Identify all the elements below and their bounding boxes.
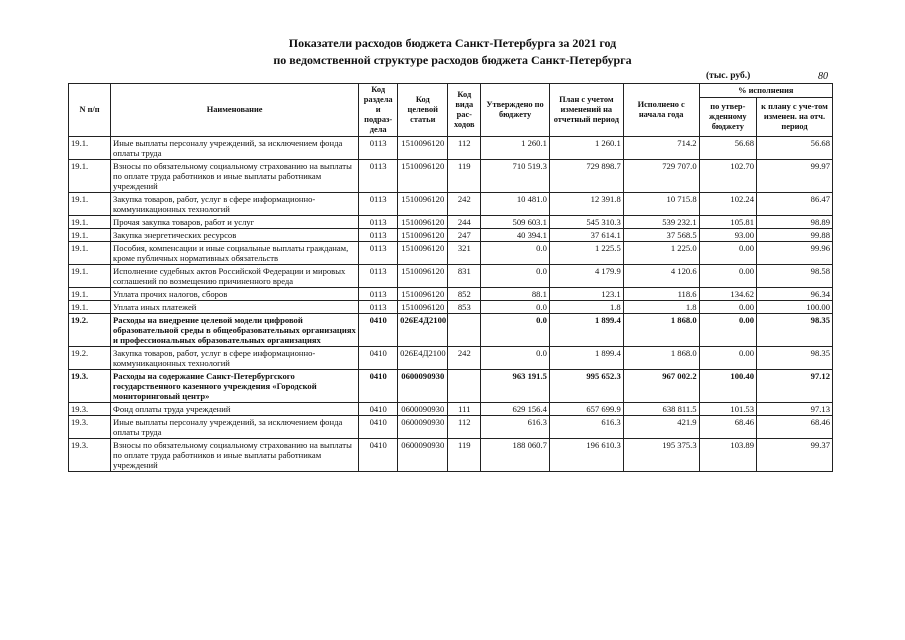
header-pct-group: % исполнения [699,84,832,98]
row-pct-plan: 100.00 [757,301,833,314]
row-statia: 026Е4Д2100 [398,314,448,347]
row-name: Закупка товаров, работ, услуг в сфере информационно-коммуникационных технологий [111,193,359,216]
row-statia: 1510096120 [398,242,448,265]
row-vid: 112 [448,416,481,439]
row-name: Иные выплаты персоналу учреждений, за исключением фонда оплаты труда [111,137,359,160]
row-isp: 1 225.0 [623,242,699,265]
row-vid: 853 [448,301,481,314]
header-vid: Код вида рас-ходов [448,84,481,137]
row-num: 19.3. [69,403,111,416]
units-label: (тыс. руб.) [706,71,751,81]
row-num: 19.1. [69,216,111,229]
row-name: Прочая закупка товаров, работ и услуг [111,216,359,229]
row-pct-utv: 68.46 [699,416,756,439]
row-razdel: 0113 [359,242,398,265]
row-isp: 421.9 [623,416,699,439]
row-isp: 37 568.5 [623,229,699,242]
row-vid: 247 [448,229,481,242]
row-num: 19.2. [69,314,111,347]
row-pct-utv: 134.62 [699,288,756,301]
row-utv: 963 191.5 [481,370,550,403]
table-row [69,229,833,242]
row-name: Иные выплаты персоналу учреждений, за исключением фонда оплаты труда [111,416,359,439]
row-utv: 0.0 [481,242,550,265]
row-name: Уплата иных платежей [111,301,359,314]
table-row [69,137,833,160]
row-name: Уплата прочих налогов, сборов [111,288,359,301]
row-pct-utv: 0.00 [699,265,756,288]
row-pct-utv: 102.24 [699,193,756,216]
table-row [69,370,833,403]
row-razdel: 0113 [359,301,398,314]
row-razdel: 0113 [359,265,398,288]
row-vid: 112 [448,137,481,160]
page-number: 80 [818,71,828,82]
row-pct-utv: 0.00 [699,242,756,265]
row-name: Закупка товаров, работ, услуг в сфере информационно-коммуникационных технологий [111,347,359,370]
row-pct-utv: 0.00 [699,314,756,347]
row-name: Фонд оплаты труда учреждений [111,403,359,416]
document-title: Показатели расходов бюджета Санкт-Петербурга за 2021 год [288,36,617,50]
row-utv: 0.0 [481,347,550,370]
row-razdel: 0113 [359,216,398,229]
row-isp: 729 707.0 [623,160,699,193]
row-statia: 1510096120 [398,265,448,288]
row-num: 19.1. [69,160,111,193]
row-plan: 1 899.4 [549,314,623,347]
table-row [69,403,833,416]
row-vid: 831 [448,265,481,288]
row-pct-plan: 68.46 [757,416,833,439]
row-vid [448,370,481,403]
row-pct-plan: 98.89 [757,216,833,229]
row-pct-plan: 99.37 [757,439,833,472]
row-plan: 37 614.1 [549,229,623,242]
row-num: 19.3. [69,416,111,439]
row-vid: 119 [448,160,481,193]
header-pct-plan: к плану с уче-том изменен. на отч. период [757,98,833,137]
row-plan: 123.1 [549,288,623,301]
row-statia: 0600090930 [398,439,448,472]
row-isp: 1 868.0 [623,347,699,370]
row-plan: 12 391.8 [549,193,623,216]
row-plan: 657 699.9 [549,403,623,416]
row-isp: 638 811.5 [623,403,699,416]
row-plan: 1.8 [549,301,623,314]
row-isp: 714.2 [623,137,699,160]
row-razdel: 0410 [359,439,398,472]
row-pct-utv: 105.81 [699,216,756,229]
row-name: Исполнение судебных актов Российской Федерации и мировых соглашений по возмещению причиненного вреда [111,265,359,288]
row-utv: 0.0 [481,265,550,288]
table-row [69,242,833,265]
row-pct-plan: 56.68 [757,137,833,160]
table-row [69,265,833,288]
table-row [69,288,833,301]
row-statia: 0600090930 [398,403,448,416]
header-razdel: Код раздела и подраз-дела [359,84,398,137]
row-pct-utv: 0.00 [699,347,756,370]
row-razdel: 0113 [359,193,398,216]
row-statia: 1510096120 [398,216,448,229]
row-pct-utv: 56.68 [699,137,756,160]
row-pct-plan: 98.35 [757,347,833,370]
row-num: 19.1. [69,301,111,314]
row-razdel: 0410 [359,403,398,416]
header-plan: План с учетом изменений на отчетный период [549,84,623,137]
header-utv: Утверждено по бюджету [481,84,550,137]
row-isp: 539 232.1 [623,216,699,229]
table-body [69,137,833,472]
row-utv: 0.0 [481,314,550,347]
row-pct-plan: 86.47 [757,193,833,216]
row-utv: 1 260.1 [481,137,550,160]
row-plan: 4 179.9 [549,265,623,288]
table-row [69,216,833,229]
row-name: Расходы на внедрение целевой модели цифровой образовательной среды в общеобразовательных организациях и профессиональных образовательных организациях [111,314,359,347]
row-plan: 1 225.5 [549,242,623,265]
row-statia: 1510096120 [398,193,448,216]
row-pct-utv: 100.40 [699,370,756,403]
table-row [69,314,833,347]
header-isp: Исполнено с начала года [623,84,699,137]
row-pct-plan: 98.35 [757,314,833,347]
row-plan: 729 898.7 [549,160,623,193]
row-statia: 0600090930 [398,416,448,439]
table-row [69,193,833,216]
header-num: N п/п [69,84,111,137]
row-vid: 321 [448,242,481,265]
document-subtitle: по ведомственной структуре расходов бюджета Санкт-Петербурга [273,53,632,67]
header-statia: Код целевой статьи [398,84,448,137]
row-num: 19.1. [69,288,111,301]
header-pct-utv: по утвер-жденному бюджету [699,98,756,137]
row-statia: 1510096120 [398,301,448,314]
row-plan: 545 310.3 [549,216,623,229]
row-utv: 509 603.1 [481,216,550,229]
row-razdel: 0113 [359,160,398,193]
row-pct-plan: 97.12 [757,370,833,403]
row-plan: 616.3 [549,416,623,439]
row-vid: 119 [448,439,481,472]
row-pct-utv: 93.00 [699,229,756,242]
table-row [69,439,833,472]
row-razdel: 0113 [359,137,398,160]
row-utv: 188 060.7 [481,439,550,472]
row-statia: 1510096120 [398,229,448,242]
row-pct-plan: 99.96 [757,242,833,265]
row-vid: 242 [448,193,481,216]
row-statia: 1510096120 [398,137,448,160]
row-name: Расходы на содержание Санкт-Петербургского государственного казенного учреждения «Городской мониторинговый центр» [111,370,359,403]
row-vid: 242 [448,347,481,370]
row-razdel: 0410 [359,416,398,439]
row-utv: 629 156.4 [481,403,550,416]
row-num: 19.1. [69,229,111,242]
row-utv: 616.3 [481,416,550,439]
row-num: 19.1. [69,137,111,160]
table-row [69,301,833,314]
row-name: Взносы по обязательному социальному страхованию на выплаты по оплате труда работников и иные выплаты работникам учреждений [111,160,359,193]
row-pct-plan: 99.97 [757,160,833,193]
row-statia: 1510096120 [398,288,448,301]
row-pct-utv: 102.70 [699,160,756,193]
row-pct-utv: 0.00 [699,301,756,314]
row-vid: 852 [448,288,481,301]
table-row [69,416,833,439]
row-razdel: 0410 [359,370,398,403]
row-isp: 118.6 [623,288,699,301]
row-statia: 1510096120 [398,160,448,193]
row-plan: 1 260.1 [549,137,623,160]
row-vid [448,314,481,347]
row-isp: 1.8 [623,301,699,314]
row-isp: 967 002.2 [623,370,699,403]
table-row [69,160,833,193]
row-razdel: 0410 [359,314,398,347]
row-pct-plan: 97.13 [757,403,833,416]
row-plan: 196 610.3 [549,439,623,472]
row-num: 19.1. [69,193,111,216]
row-utv: 10 481.0 [481,193,550,216]
row-pct-plan: 98.58 [757,265,833,288]
table-row [69,347,833,370]
row-razdel: 0410 [359,347,398,370]
row-plan: 1 899.4 [549,347,623,370]
row-num: 19.2. [69,347,111,370]
row-name: Закупка энергетических ресурсов [111,229,359,242]
row-statia: 026Е4Д2100 [398,347,448,370]
row-pct-utv: 103.89 [699,439,756,472]
row-isp: 195 375.3 [623,439,699,472]
row-num: 19.1. [69,265,111,288]
row-statia: 0600090930 [398,370,448,403]
row-isp: 10 715.8 [623,193,699,216]
row-vid: 244 [448,216,481,229]
row-num: 19.3. [69,439,111,472]
row-utv: 0.0 [481,301,550,314]
row-razdel: 0113 [359,229,398,242]
row-pct-plan: 99.88 [757,229,833,242]
row-vid: 111 [448,403,481,416]
row-utv: 40 394.1 [481,229,550,242]
row-utv: 88.1 [481,288,550,301]
row-num: 19.1. [69,242,111,265]
row-razdel: 0113 [359,288,398,301]
row-num: 19.3. [69,370,111,403]
header-name: Наименование [111,84,359,137]
row-isp: 1 868.0 [623,314,699,347]
row-name: Взносы по обязательному социальному страхованию на выплаты по оплате труда работников и иные выплаты работникам учреждений [111,439,359,472]
row-isp: 4 120.6 [623,265,699,288]
row-plan: 995 652.3 [549,370,623,403]
budget-table [68,83,833,472]
row-utv: 710 519.3 [481,160,550,193]
row-pct-plan: 96.34 [757,288,833,301]
row-pct-utv: 101.53 [699,403,756,416]
row-name: Пособия, компенсации и иные социальные выплаты гражданам, кроме публичных нормативных обязательств [111,242,359,265]
